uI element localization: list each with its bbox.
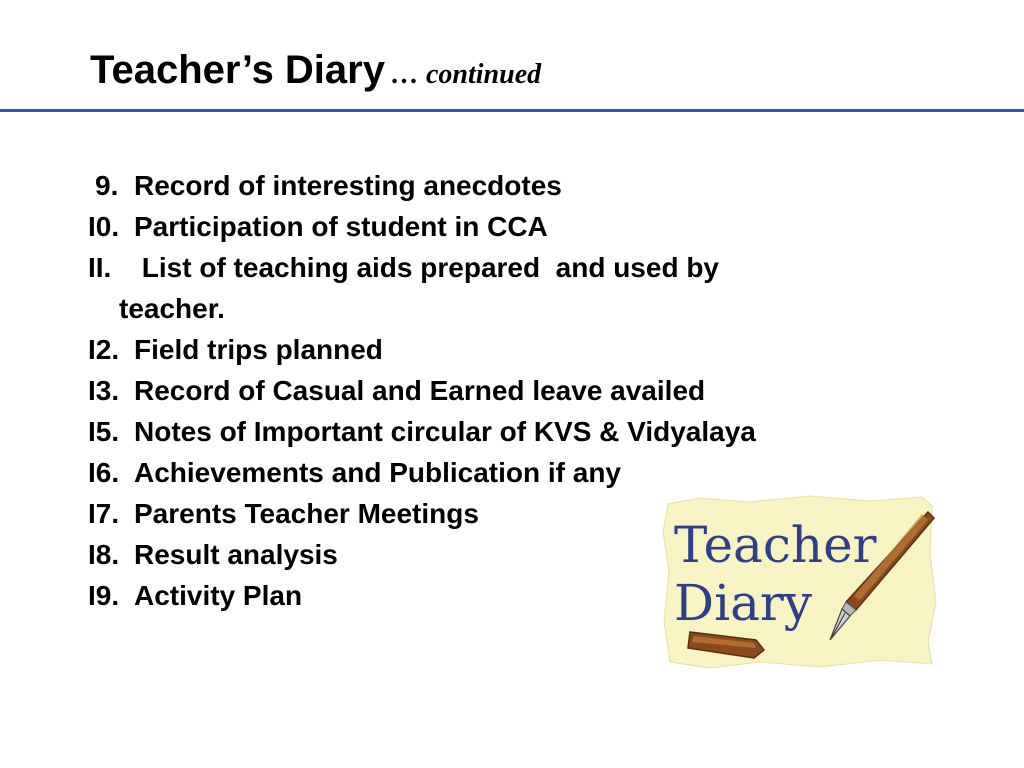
item-number: 9. [95, 170, 119, 201]
list-item [0, 247, 1024, 329]
item-text: Record of Casual and Earned leave availed [134, 375, 706, 406]
list-item [0, 411, 1024, 452]
item-number: I6. [88, 457, 120, 488]
item-text: List of teaching aids prepared and used by [134, 252, 720, 283]
title-text: Teacher’s Diary [90, 48, 385, 92]
item-text: Parents Teacher Meetings [134, 498, 479, 529]
item-text: Participation of student in CCA [134, 211, 548, 242]
title-suffix: … continued [390, 59, 542, 90]
title-underline [0, 109, 1024, 112]
clipart-line2: Diary [674, 574, 813, 632]
slide-title [90, 50, 541, 90]
list-item [0, 370, 1024, 411]
item-text: Notes of Important circular of KVS & Vidyalaya [134, 416, 756, 447]
list-item [0, 329, 1024, 370]
item-number: I7. [88, 498, 120, 529]
teacher-diary-clipart [660, 492, 940, 672]
item-text: Activity Plan [134, 580, 303, 611]
clipart-line1: Teacher [674, 516, 877, 574]
item-text: Record of interesting anecdotes [134, 170, 562, 201]
item-number: I0. [88, 211, 120, 242]
list-item [0, 165, 1024, 206]
item-text-continuation: teacher. [119, 293, 225, 324]
item-text: Result analysis [134, 539, 338, 570]
list-item [0, 206, 1024, 247]
item-number: I8. [88, 539, 120, 570]
item-number: I5. [88, 416, 120, 447]
item-number: I3. [88, 375, 120, 406]
list-item [0, 452, 1024, 493]
item-text: Achievements and Publication if any [134, 457, 622, 488]
item-number: II. [88, 252, 112, 283]
item-number: I9. [88, 580, 120, 611]
item-text: Field trips planned [134, 334, 383, 365]
item-number: I2. [88, 334, 120, 365]
